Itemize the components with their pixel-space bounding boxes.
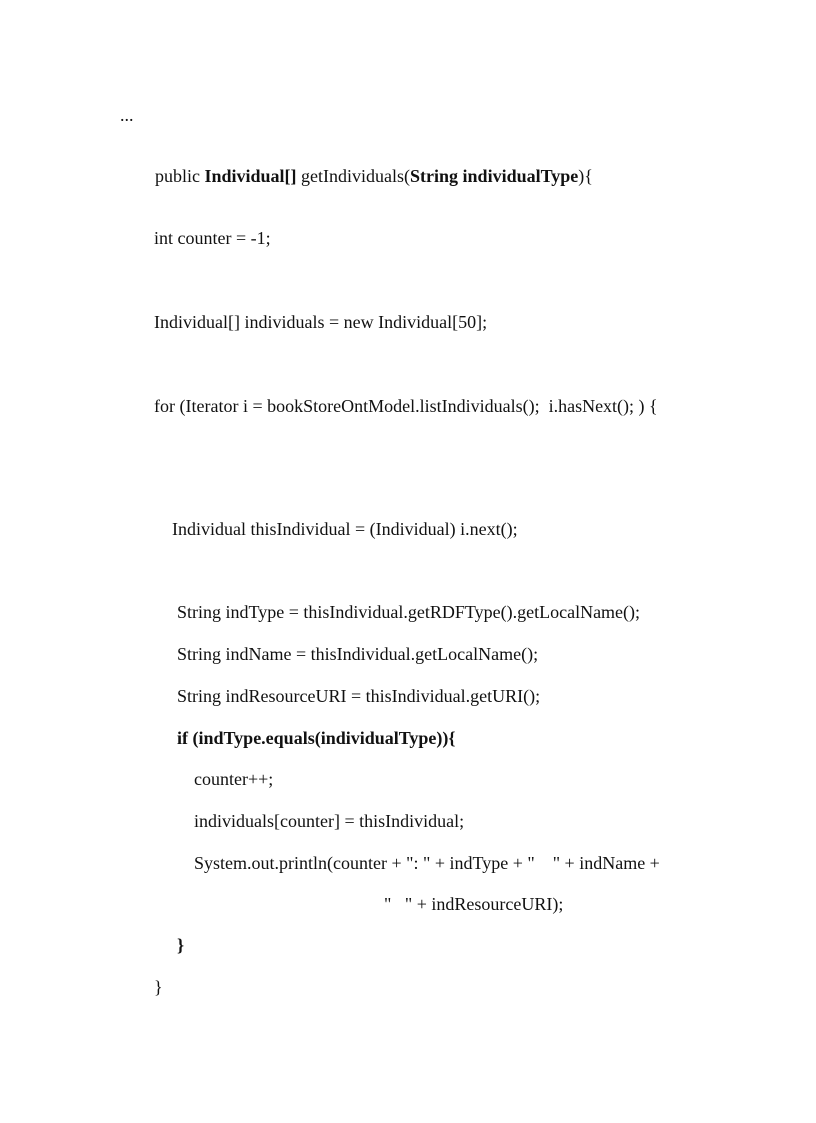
println-line-2: " " + indResourceURI);: [384, 894, 564, 914]
method-signature-line: [137, 143, 593, 209]
array-declaration-line: Individual[] individuals = new Individual[50];: [154, 312, 488, 332]
counter-declaration-line: int counter = -1;: [154, 228, 271, 248]
ind-type-line: String indType = thisIndividual.getRDFType().getLocalName();: [177, 602, 641, 622]
public-keyword: public: [155, 166, 205, 186]
close-if-brace: }: [177, 935, 185, 955]
param-type: String: [410, 166, 459, 186]
method-name: getIndividuals(: [296, 166, 411, 186]
for-loop-line: for (Iterator i = bookStoreOntModel.listIndividuals(); i.hasNext(); ) {: [154, 396, 658, 416]
ind-resource-uri-line: String indResourceURI = thisIndividual.getURI();: [177, 686, 541, 706]
close-for-brace: }: [154, 977, 163, 997]
counter-increment-line: counter++;: [194, 769, 274, 789]
param-name: individualType: [462, 166, 579, 186]
ind-name-line: String indName = thisIndividual.getLocalName();: [177, 644, 539, 664]
ellipsis-line: ...: [120, 105, 134, 125]
if-statement-line: if (indType.equals(individualType)){: [177, 728, 456, 748]
println-line-1: System.out.println(counter + ": " + indType + " " + indName +: [194, 853, 660, 873]
return-type: Individual[]: [204, 166, 297, 186]
this-individual-line: Individual thisIndividual = (Individual) i.next();: [172, 519, 518, 539]
assignment-line: individuals[counter] = thisIndividual;: [194, 811, 465, 831]
signature-close: ){: [578, 166, 593, 186]
